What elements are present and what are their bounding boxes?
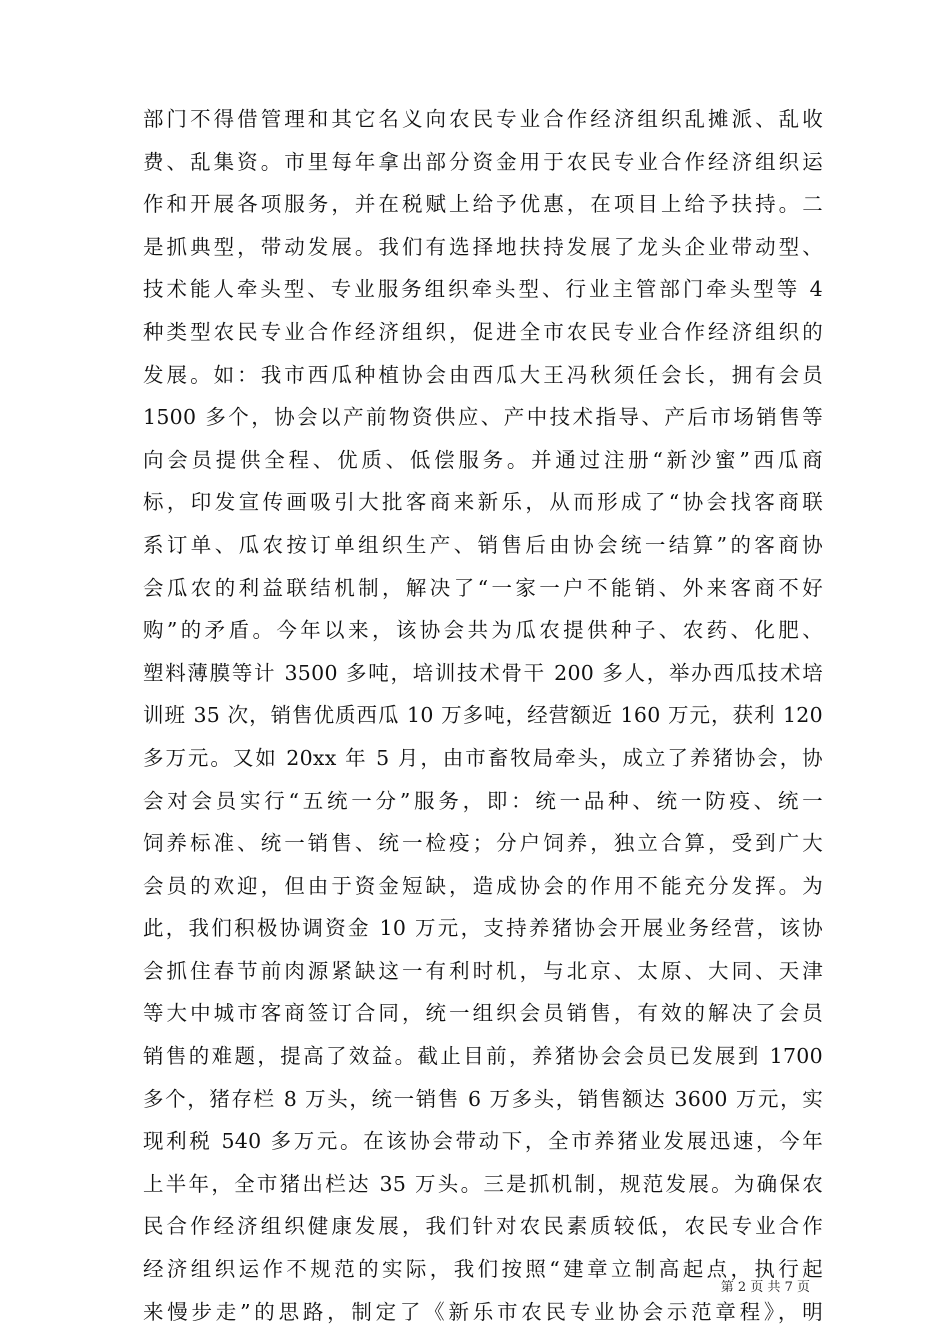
text-line: 技术能人牵头型、专业服务组织牵头型、行业主管部门牵头型等 4: [143, 277, 823, 302]
text-line: 此，我们积极协调资金 10 万元，支持养猪协会开展业务经营，该协: [143, 916, 823, 941]
text-line: 系订单、瓜农按订单组织生产、销售后由协会统一结算”的客商协: [143, 532, 823, 557]
text-line: 上半年，全市猪出栏达 35 万头。三是抓机制，规范发展。为确保农: [143, 1171, 823, 1196]
text-line: 来慢步走”的思路，制定了《新乐市农民专业协会示范章程》，明: [143, 1299, 823, 1324]
text-line: 会对会员实行“五统一分”服务，即：统一品种、统一防疫、统一: [143, 788, 823, 813]
text-line: 购”的矛盾。今年以来，该协会共为瓜农提供种子、农药、化肥、: [143, 618, 823, 643]
text-line: 经济组织运作不规范的实际，我们按照“建章立制高起点，执行起: [143, 1257, 823, 1282]
text-line: 发展。如：我市西瓜种植协会由西瓜大王冯秋须任会长，拥有会员: [143, 362, 823, 387]
text-line: 现利税 540 多万元。在该协会带动下，全市养猪业发展迅速，今年: [143, 1129, 823, 1154]
page-footer: [690, 1276, 810, 1295]
text-line: 部门不得借管理和其它名义向农民专业合作经济组织乱摊派、乱收: [143, 107, 823, 131]
text-line: 等大中城市客商签订合同，统一组织会员销售，有效的解决了会员: [143, 1001, 823, 1026]
text-line: 向会员提供全程、优质、低偿服务。并通过注册“新沙蜜”西瓜商: [143, 447, 823, 472]
text-line: 会瓜农的利益联结机制，解决了“一家一户不能销、外来客商不好: [143, 575, 823, 600]
text-line: 作和开展各项服务，并在税赋上给予优惠，在项目上给予扶持。二: [143, 192, 823, 217]
text-line: 民合作经济组织健康发展，我们针对农民素质较低，农民专业合作: [143, 1214, 823, 1239]
text-line: 会员的欢迎，但由于资金短缺，造成协会的作用不能充分发挥。为: [143, 873, 823, 898]
text-line: 饲养标准、统一销售、统一检疫；分户饲养，独立合算，受到广大: [143, 831, 823, 856]
text-line: 塑料薄膜等计 3500 多吨，培训技术骨干 200 多人，举办西瓜技术培: [143, 660, 823, 685]
text-line: 多个，猪存栏 8 万头，统一销售 6 万多头，销售额达 3600 万元，实: [143, 1086, 823, 1111]
page-number-label: 第 2 页 共 7 页: [720, 1280, 810, 1295]
text-line: 种类型农民专业合作经济组织，促进全市农民专业合作经济组织的: [143, 319, 823, 344]
text-line: 标，印发宣传画吸引大批客商来新乐，从而形成了“协会找客商联: [143, 490, 823, 515]
text-line: 1500 多个，协会以产前物资供应、产中技术指导、产后市场销售等: [143, 405, 823, 430]
text-line: 费、乱集资。市里每年拿出部分资金用于农民专业合作经济组织运: [143, 149, 823, 174]
text-line: 会抓住春节前肉源紧缺这一有利时机，与北京、太原、大同、天津: [143, 958, 823, 983]
text-line: 训班 35 次，销售优质西瓜 10 万多吨，经营额近 160 万元，获利 120: [143, 703, 823, 728]
text-line: 销售的难题，提高了效益。截止目前，养猪协会会员已发展到 1700: [143, 1044, 823, 1069]
text-line: 是抓典型，带动发展。我们有选择地扶持发展了龙头企业带动型、: [143, 234, 823, 259]
text-line: 多万元。又如 20xx 年 5 月，由市畜牧局牵头，成立了养猪协会，协: [143, 745, 823, 770]
body-text: [143, 98, 823, 1333]
